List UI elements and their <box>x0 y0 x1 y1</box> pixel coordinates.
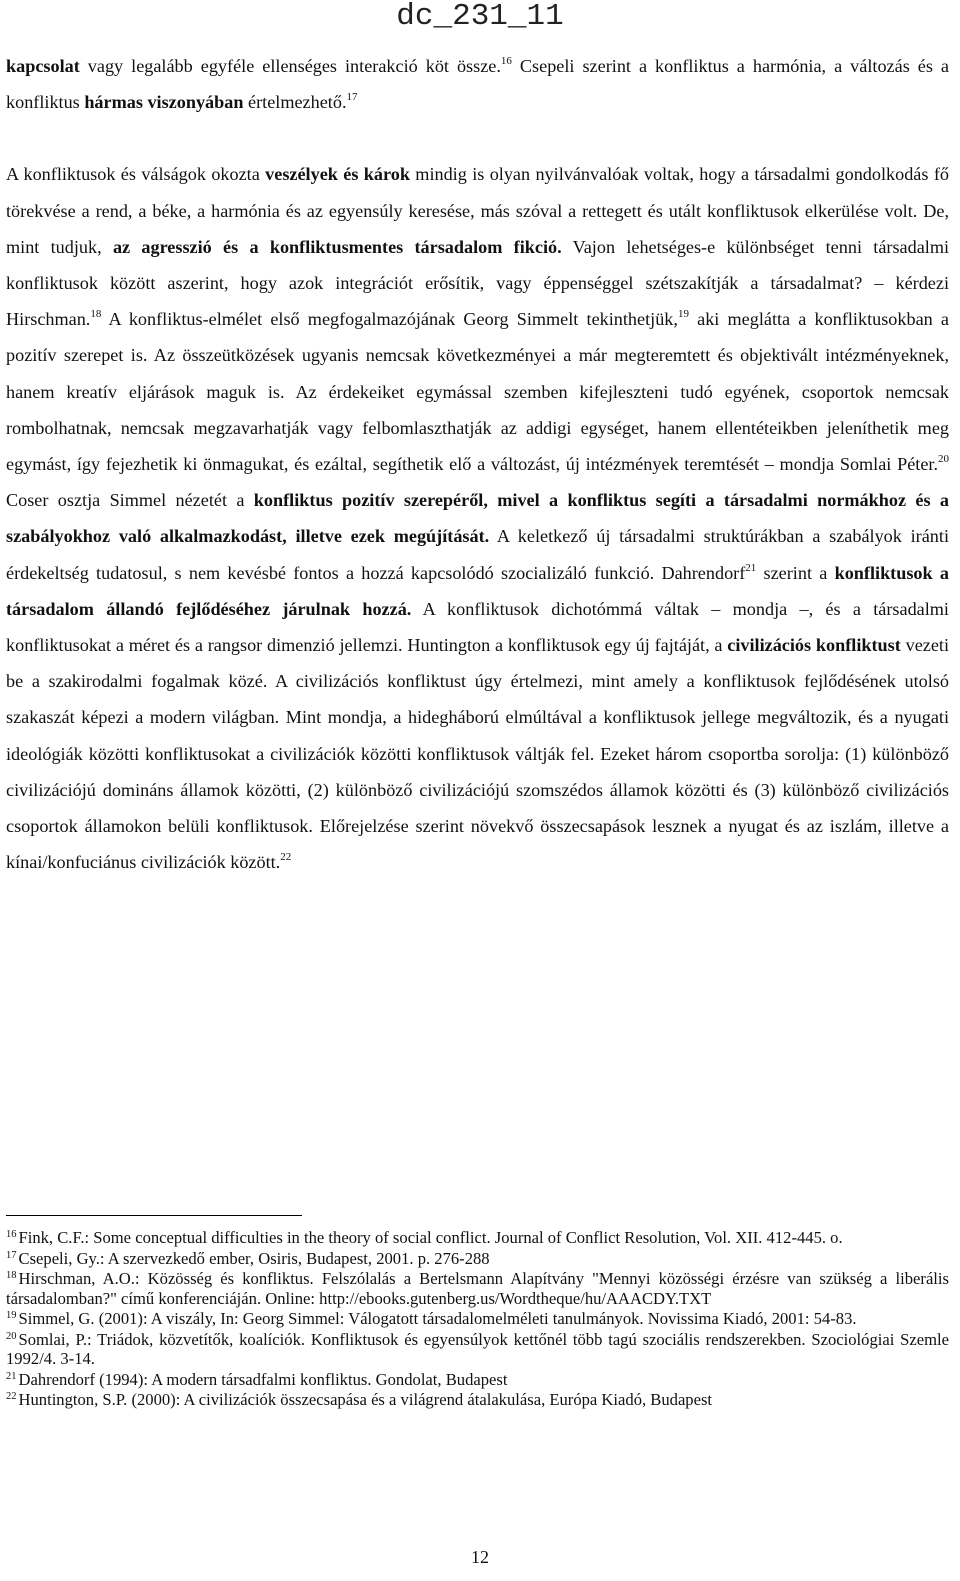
footnote-number: 19 <box>6 1310 17 1321</box>
footnote-ref-17[interactable]: 17 <box>346 91 358 104</box>
bold-text: civilizációs konfliktust <box>727 635 901 656</box>
footnote-ref-21[interactable]: 21 <box>745 561 757 574</box>
text-run: A keletkező új társadalmi struktúrákban a szabályok iránti érdekeltség tudatosul, s nem kevésbé fontos a hozzá kapcsolódó szocializáló funkció. Dahrendorf <box>6 526 949 583</box>
bold-text: konfliktusok a társadalom állandó fejlődéséhez járulnak hozzá. <box>6 562 949 619</box>
footnote-text: Huntington, S.P. (2000): A civilizációk összecsapása és a világrend átalakulása, Európa Kiadó, Budapest <box>18 1390 713 1409</box>
text-run: értelmezhető. <box>243 92 347 113</box>
footnote-text: Dahrendorf (1994): A modern társadfalmi konfliktus. Gondolat, Budapest <box>18 1369 508 1389</box>
footnote-number: 22 <box>6 1391 17 1402</box>
footnote-19 <box>6 1309 949 1329</box>
text-run: vezeti be a szakirodalmi fogalmak közé. A civilizációs konfliktust úgy értelmezi, mint amely a konfliktusok fejlődésének utolsó szakaszát képezi a modern világban. Mint mondja, a hidegháború elmúltával a konfliktusok jellege megváltozik, és a nyugati ideológiák közötti konfliktusokat a civilizációk közötti konfliktusok váltják fel. Ezeket három csoportba sorolja: (1) különböző civilizációjú domináns államok közötti, (2) különböző civilizációjú szomszédos államok közötti és (3) különböző civilizációs csoportok államokon belüli konfliktusok. Előrejelzése szerint növekvő összecsapások lesznek a nyugat és az iszlám, illetve a kínai/konfuciánus civilizációk között. <box>6 635 950 873</box>
footnote-text: Somlai, P.: Triádok, közvetítők, koalíciók. Konfliktusok és egyensúlyok kettőnél több tagú szociális rendszerekben. Szociológiai Szemle 1992/4. 3-14. <box>6 1329 949 1368</box>
bold-text: kapcsolat <box>6 56 80 76</box>
paragraph-1 <box>6 48 949 120</box>
footnote-text: Fink, C.F.: Some conceptual difficulties in the theory of social conflict. Journal of Conflict Resolution, Vol. XII. 412-445. o. <box>18 1228 843 1247</box>
footnote-ref-22[interactable]: 22 <box>280 851 292 864</box>
bold-text: az agresszió és a konfliktusmentes társadalom fikció. <box>112 236 562 257</box>
footnote-number: 17 <box>6 1249 17 1261</box>
text-run: aki meglátta a konfliktusokban a pozitív szerepet is. Az összeütközések ugyanis nemcsak következményei a már megteremtett és objektivált intézményeknek, hanem kreatív eljárások maguk is. Az érdekeiket egymással szemben kifejleszteni tudó egyének, csoportok nemcsak rombolhatnak, nemcsak megzavarhatják vagy felbomlaszthatják az addigi egységet, hanem ellentéteikben jeleníthetik meg egymást, így fejezhetik ki önmagukat, és ezáltal, segíthetik elő a változást, új intézmények teremtését – mondja Somlai Péter. <box>6 309 949 475</box>
footnote-16 <box>6 1228 949 1248</box>
footnote-number: 18 <box>6 1270 17 1281</box>
footnote-number: 20 <box>6 1330 17 1342</box>
bold-text: konfliktus pozitív szerepéről, mivel a konfliktus segíti a társadalmi normákhoz és a szabályokhoz való alkalmazkodást, illetve ezek megújítását. <box>6 490 949 547</box>
footnote-text[interactable]: Hirschman, A.O.: Közösség és konfliktus. Felszólalás a Bertelsmann Alapítvány "Mennyi közösségi érzésre van szükség a liberális társadalomban?" című konferenciáján. Online: http://ebooks.gutenberg.us/Wordtheque/hu/AAACDY.TXT <box>6 1269 949 1308</box>
footnote-separator <box>6 1215 302 1216</box>
footnote-number: 21 <box>6 1370 17 1382</box>
document-header-code: dc_231_11 <box>396 0 564 34</box>
text-run: A konfliktusok és válságok okozta <box>6 164 266 185</box>
main-text <box>6 48 949 880</box>
footnote-ref-18[interactable]: 18 <box>90 308 102 321</box>
page-number: 12 <box>471 1547 489 1567</box>
text-run: vagy legalább egyféle ellenséges interakció köt össze. <box>79 56 501 76</box>
footnote-ref-19[interactable]: 19 <box>677 308 689 321</box>
bold-text: veszélyek és károk <box>265 164 410 185</box>
footnote-22 <box>6 1390 949 1410</box>
footnote-20 <box>6 1330 949 1369</box>
text-run: szerint a <box>756 562 835 583</box>
footnote-17 <box>6 1249 949 1269</box>
text-run: Vajon lehetséges-e különbséget tenni társadalmi konfliktusok között aszerint, hogy azok integrációt erősítik, vagy éppenséggel szétszakítják a társadalmat? – kérdezi Hirschman. <box>6 236 950 330</box>
paragraph-gap <box>6 120 949 156</box>
text-run: A konfliktusok dichotómmá váltak – mondja –, és a társadalmi konfliktusokat a méret és a rangsor dimenzió jellemzi. Huntington a konfliktusok egy új fajtáját, a <box>6 598 949 656</box>
paragraph-2 <box>6 156 949 880</box>
footnote-21 <box>6 1370 949 1390</box>
footnote-ref-20[interactable]: 20 <box>938 453 949 466</box>
text-run: Csepeli szerint a konfliktus a harmónia, a változás és a konfliktus <box>6 56 950 113</box>
footnote-ref-16[interactable]: 16 <box>500 55 512 67</box>
footnote-number: 16 <box>6 1229 17 1240</box>
footnote-text: Simmel, G. (2001): A viszály, In: Georg Simmel: Válogatott társadalomelméleti tanulmányok. Novissima Kiadó, 2001: 54-83. <box>18 1309 857 1328</box>
text-run: Coser osztja Simmel nézetét a <box>6 490 254 511</box>
text-run: mindig is olyan nyilvánvalóak voltak, hogy a társadalmi gondolkodás fő törekvése a rend, a béke, a harmónia és az egyensúly keresése, más szóval a rettegett és utált konfliktusok elkerülése volt. De, mint tudjuk, <box>6 164 949 257</box>
bold-text: hármas viszonyában <box>84 92 244 113</box>
text-run: A konfliktus-elmélet első megfogalmazójának Georg Simmelt tekinthetjük, <box>101 309 678 330</box>
footnotes <box>6 1228 949 1411</box>
footnote-text: Csepeli, Gy.: A szervezkedő ember, Osiris, Budapest, 2001. p. 276-288 <box>18 1248 490 1268</box>
footnote-18 <box>6 1269 949 1308</box>
